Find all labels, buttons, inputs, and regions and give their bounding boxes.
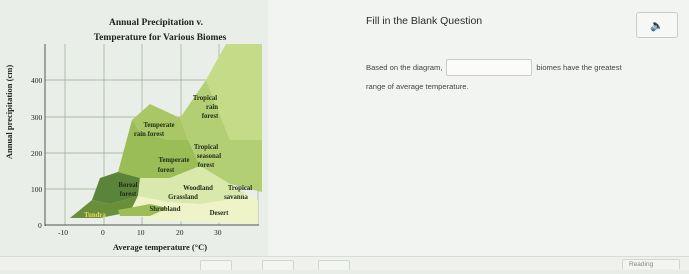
- question-text: [366, 58, 671, 96]
- reading-button[interactable]: [622, 259, 680, 269]
- question-text-after: biomes have the greatest: [536, 63, 622, 72]
- label-trop-rain-1: Tropical: [192, 95, 218, 102]
- y-axis-label: Annual precipitation (cm): [4, 64, 14, 160]
- x-tick-30: 30: [214, 228, 222, 237]
- label-tundra: Tundra: [84, 212, 106, 219]
- label-trop-seasonal-3: forest: [197, 162, 215, 169]
- biome-diagram: [0, 0, 268, 269]
- label-temp-forest-2: forest: [157, 167, 175, 174]
- label-boreal-1: Boreal: [118, 182, 138, 189]
- question-title: Fill in the Blank Question: [366, 15, 483, 27]
- x-axis-label: Average temperature (°C): [112, 242, 208, 252]
- label-desert: Desert: [209, 210, 229, 217]
- question-text-before: Based on the diagram,: [366, 63, 443, 72]
- label-temp-rain-2: rain forest: [133, 131, 165, 138]
- diagram-title-line1: Annual Precipitation v.: [108, 18, 204, 28]
- question-panel: [268, 0, 689, 269]
- label-woodland: Woodland: [183, 185, 213, 192]
- label-trop-savanna-1: Tropical: [227, 185, 253, 192]
- x-tick-0: 0: [101, 228, 105, 237]
- label-shrubland: Shrubland: [149, 206, 181, 213]
- label-grassland: Grassland: [168, 194, 198, 201]
- label-trop-seasonal-1: Tropical: [193, 144, 219, 151]
- diagram-title-line2: Temperature for Various Biomes: [93, 33, 227, 43]
- question-text-line2: range of average temperature.: [366, 82, 469, 91]
- x-tick-10: 10: [137, 228, 145, 237]
- label-temp-rain-1: Temperate: [143, 122, 175, 129]
- speaker-icon: 🔈: [650, 19, 664, 32]
- x-tick-neg10: -10: [58, 228, 68, 237]
- y-tick-100: 100: [31, 185, 43, 194]
- label-trop-rain-2: rain: [205, 104, 219, 111]
- y-tick-400: 400: [31, 76, 43, 85]
- x-tick-20: 20: [176, 228, 184, 237]
- label-trop-rain-3: forest: [201, 113, 219, 120]
- y-tick-200: 200: [31, 149, 43, 158]
- y-tick-0: 0: [38, 221, 42, 230]
- biome-diagram-panel: [0, 0, 268, 269]
- label-boreal-2: forest: [119, 191, 137, 198]
- blank-answer-input[interactable]: [446, 59, 532, 76]
- label-trop-savanna-2: savanna: [224, 194, 248, 201]
- label-temp-forest-1: Temperate: [158, 157, 190, 164]
- read-aloud-button[interactable]: [636, 12, 678, 38]
- y-tick-300: 300: [31, 113, 43, 122]
- reading-label: Reading: [629, 261, 654, 268]
- label-trop-seasonal-2: seasonal: [196, 153, 222, 160]
